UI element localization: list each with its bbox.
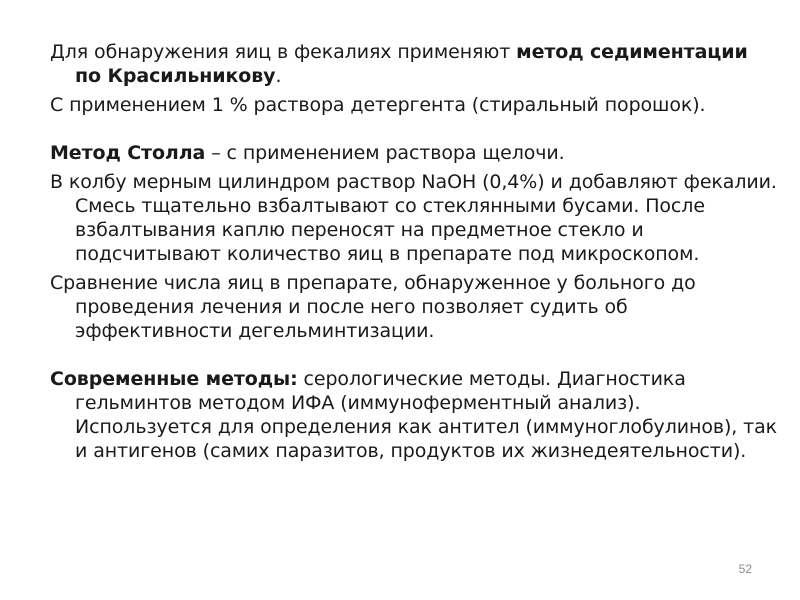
paragraph-text: – с применением раствора щелочи. bbox=[205, 142, 565, 164]
paragraph-text: Сравнение числа яиц в препарате, обнаруженное у больного до проведения лечения и после него позволяет судить об эффективности дегельминтизации. bbox=[50, 272, 696, 342]
slide-body bbox=[50, 40, 780, 468]
paragraph-bold-text: метод седиментации по Красильникову bbox=[75, 41, 748, 87]
paragraph-text: . bbox=[275, 65, 282, 87]
paragraph-bold-text: Современные методы: bbox=[50, 368, 298, 390]
paragraph-detergent bbox=[50, 93, 780, 117]
paragraph-modern-methods bbox=[50, 367, 780, 463]
paragraph-text: Для обнаружения яиц в фекалиях применяют bbox=[50, 41, 517, 63]
paragraph-sedimentation-method bbox=[50, 40, 780, 88]
paragraph-text: В колбу мерным цилиндром раствор NaOH (0,4%) и добавляют фекалии. Смесь тщательно взбалтывают со стеклянными бусами. После взбалтывания каплю переносят на предметное стекло и подсчитывают количество яиц в препарате под микроскопом. bbox=[50, 171, 777, 265]
paragraph-procedure bbox=[50, 170, 780, 266]
paragraph-comparison bbox=[50, 271, 780, 343]
paragraph-text: С применением 1 % раствора детергента (стиральный порошок). bbox=[50, 94, 706, 116]
page-number: 52 bbox=[738, 562, 752, 576]
paragraph-bold-text: Метод Столла bbox=[50, 142, 206, 164]
paragraph-text: серологические методы. Диагностика гельминтов методом ИФА (иммуноферментный анализ). Используется для определения как антител (иммуноглобулинов), так и антигенов (самих паразитов, продуктов их жизнедеятельности). bbox=[75, 368, 778, 462]
paragraph-stoll-method bbox=[50, 141, 780, 165]
